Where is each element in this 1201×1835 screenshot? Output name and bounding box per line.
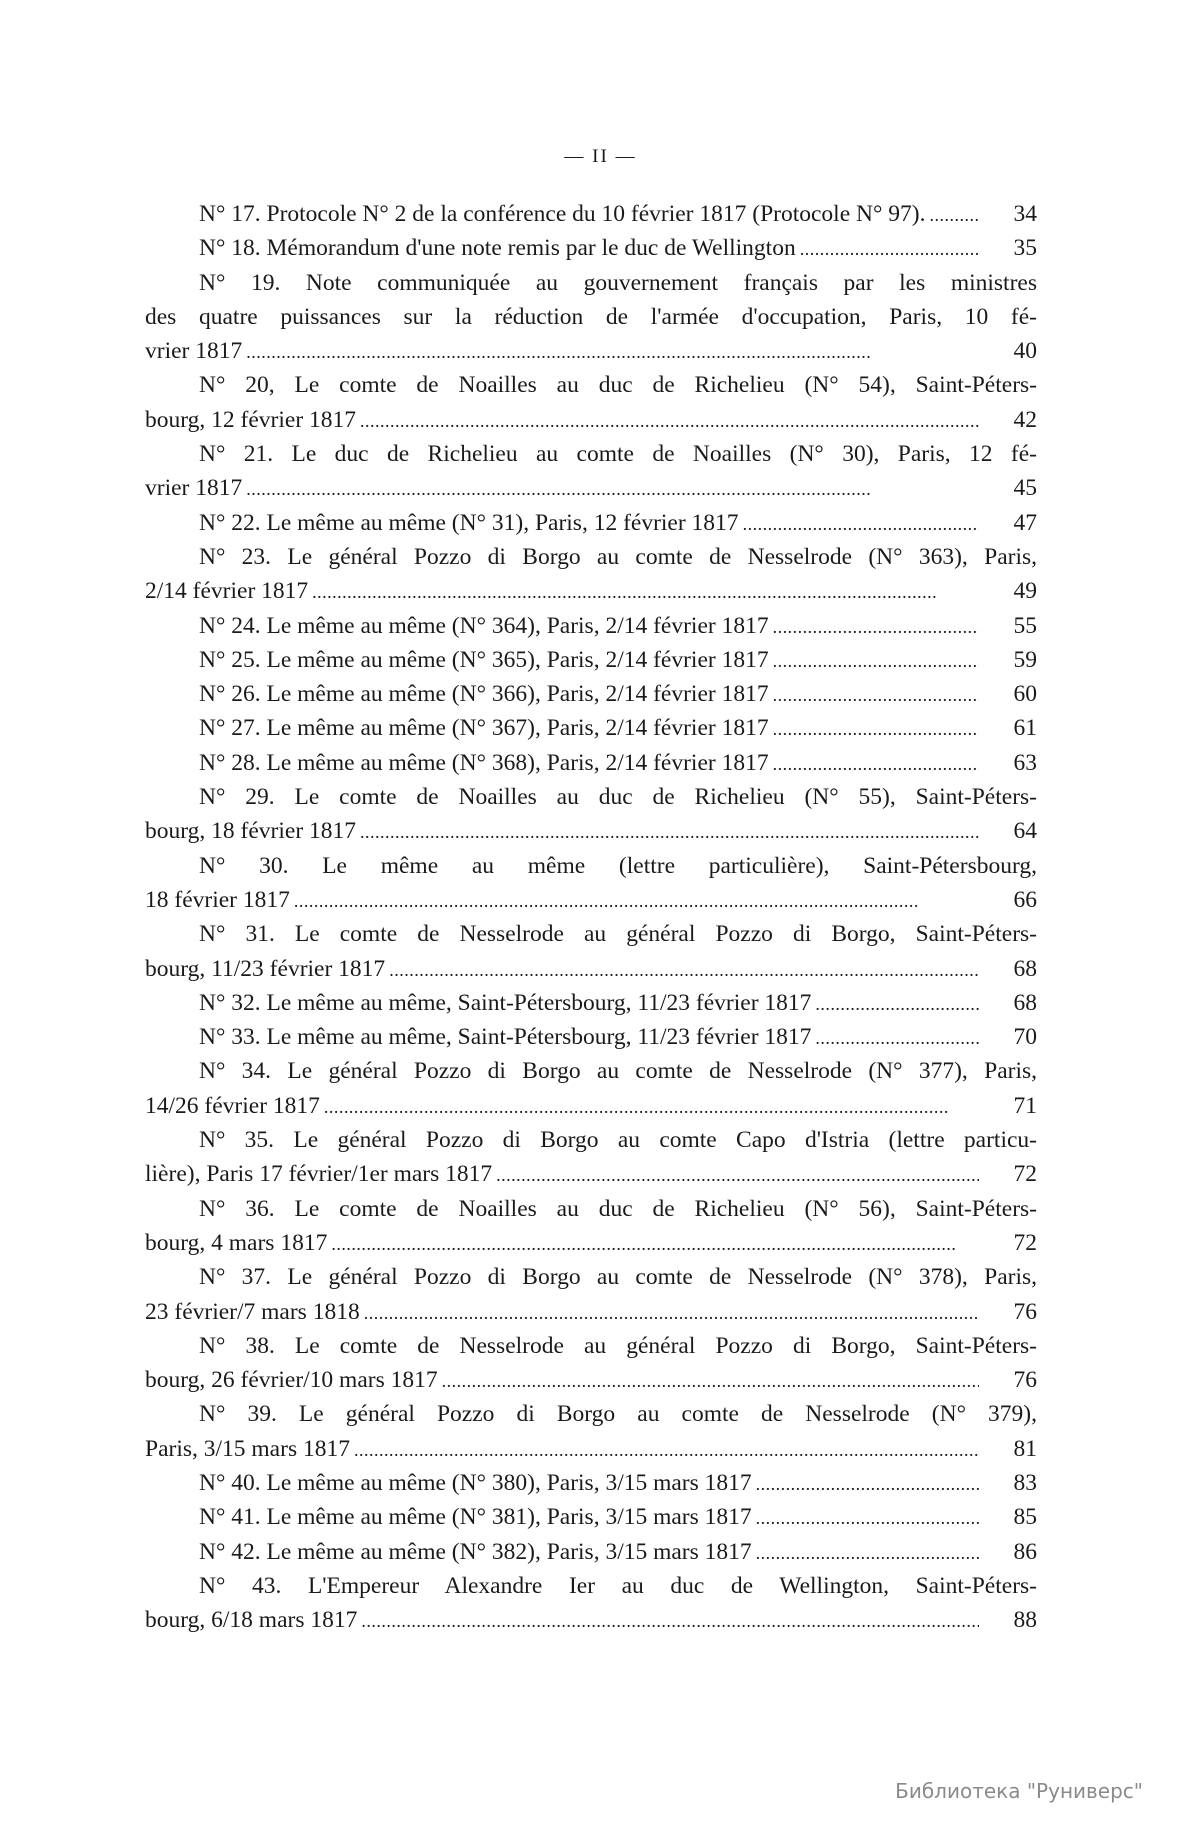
toc-entry-text: N° 34. Le général Pozzo di Borgo au comte de Nesselrode (N° 377), Paris, (199, 1058, 1037, 1085)
toc-page-number: 76 (1013, 1367, 1037, 1394)
toc-entry-text: N° 42. Le même au même (N° 382), Paris, 3/15 mars 1817 (199, 1538, 752, 1565)
dot-leader (294, 883, 979, 918)
toc-entry-text: 2/14 février 1817 (145, 578, 309, 605)
toc-entry (145, 1054, 1037, 1123)
toc-entry-text: N° 25. Le même au même (N° 365), Paris, 2/14 février 1817 (199, 646, 769, 673)
toc-page-number: 47 (1013, 509, 1037, 536)
toc-entry-text: 23 février/7 mars 1818 (145, 1298, 360, 1325)
dot-leader (756, 1500, 979, 1535)
toc-entry (145, 540, 1037, 609)
toc-entry-text: bourg, 12 février 1817 (145, 406, 357, 433)
toc-entry-text: N° 32. Le même au même, Saint-Pétersbourg, 11/23 février 1817 (199, 989, 812, 1016)
toc-entry-text: des quatre puissances sur la réduction de l'armée d'occupation, Paris, 10 fé- (145, 303, 1037, 330)
dot-leader (773, 609, 979, 644)
toc-entry-text: N° 29. Le comte de Noailles au duc de Richelieu (N° 55), Saint-Péters- (199, 784, 1037, 811)
toc-entry-text: N° 33. Le même au même, Saint-Pétersbourg, 11/23 février 1817 (199, 1024, 812, 1051)
toc-entry-text: 18 février 1817 (145, 886, 290, 913)
toc-entry-text: bourg, 18 février 1817 (145, 818, 357, 845)
toc-page-number: 68 (1013, 955, 1037, 982)
toc-page-number: 55 (1013, 612, 1037, 639)
dot-leader (360, 403, 979, 438)
toc-page-number: 85 (1013, 1504, 1037, 1531)
toc-entry-text: N° 18. Mémorandum d'une note remis par le duc de Wellington (199, 235, 796, 262)
dot-leader (773, 746, 979, 781)
toc-entry (145, 711, 1037, 745)
toc-page-number: 86 (1013, 1538, 1037, 1565)
dot-leader (354, 1432, 979, 1467)
toc-page-number: 71 (1013, 1092, 1037, 1119)
toc-page-number: 35 (1013, 235, 1037, 262)
toc-page-number: 83 (1013, 1469, 1037, 1496)
toc-page-number: 76 (1013, 1298, 1037, 1325)
toc-page-number: 66 (1013, 886, 1037, 913)
toc-entry-text: N° 24. Le même au même (N° 364), Paris, 2/14 février 1817 (199, 612, 769, 639)
toc-entry (145, 197, 1037, 231)
toc-entry (145, 677, 1037, 711)
toc-entry-text: vrier 1817 (145, 338, 243, 365)
toc-entry-text: N° 36. Le comte de Noailles au duc de Richelieu (N° 56), Saint-Péters- (199, 1195, 1037, 1222)
toc-entry (145, 368, 1037, 437)
toc-entry-text: lière), Paris 17 février/1er mars 1817 (145, 1161, 493, 1188)
toc-entry-text: bourg, 11/23 février 1817 (145, 955, 386, 982)
toc-entry (145, 1466, 1037, 1500)
toc-entry-text: bourg, 4 mars 1817 (145, 1229, 328, 1256)
dot-leader (815, 1020, 979, 1055)
toc-entry-text: vrier 1817 (145, 475, 243, 502)
dot-leader (756, 1535, 979, 1570)
toc-page-number: 63 (1013, 749, 1037, 776)
toc-entry (145, 917, 1037, 986)
dot-leader (246, 334, 979, 369)
toc-entry-text: N° 43. L'Empereur Alexandre Ier au duc de Wellington, Saint-Péters- (199, 1572, 1037, 1599)
toc-entry (145, 1329, 1037, 1398)
toc-entry-text: N° 23. Le général Pozzo di Borgo au comte de Nesselrode (N° 363), Paris, (199, 543, 1037, 570)
toc-entry (145, 437, 1037, 506)
toc-entry-text: bourg, 6/18 mars 1817 (145, 1607, 358, 1634)
toc-entry (145, 1192, 1037, 1261)
toc-entry-text: N° 19. Note communiquée au gouvernement français par les ministres (199, 269, 1037, 296)
toc-page-number: 70 (1013, 1024, 1037, 1051)
toc-entry (145, 231, 1037, 265)
toc-entry (145, 1569, 1037, 1638)
toc-entry (145, 1123, 1037, 1192)
toc-page-number: 72 (1013, 1229, 1037, 1256)
toc-page-number: 72 (1013, 1161, 1037, 1188)
toc-entry-text: Paris, 3/15 mars 1817 (145, 1435, 350, 1462)
toc-entry-text: N° 20, Le comte de Noailles au duc de Richelieu (N° 54), Saint-Péters- (199, 372, 1037, 399)
toc-entry (145, 1397, 1037, 1466)
dot-leader (773, 643, 979, 678)
toc-page-number: 68 (1013, 989, 1037, 1016)
dot-leader (929, 197, 979, 232)
dot-leader (312, 574, 979, 609)
dot-leader (246, 471, 979, 506)
toc-entry-text: N° 21. Le duc de Richelieu au comte de Noailles (N° 30), Paris, 12 fé- (199, 441, 1037, 468)
page-number: — II — (564, 146, 637, 167)
toc-page-number: 64 (1013, 818, 1037, 845)
toc-page-number: 60 (1013, 681, 1037, 708)
toc-entry-text: N° 39. Le général Pozzo di Borgo au comte de Nesselrode (N° 379), (199, 1401, 1037, 1428)
toc-entry-text: N° 31. Le comte de Nesselrode au général Pozzo di Borgo, Saint-Péters- (199, 921, 1037, 948)
toc-entry-text: N° 17. Protocole N° 2 de la conférence du 10 février 1817 (Protocole N° 97). (199, 201, 926, 227)
dot-leader (364, 1295, 979, 1330)
dot-leader (743, 506, 979, 541)
toc-page-number: 59 (1013, 646, 1037, 673)
toc-entry-text: N° 38. Le comte de Nesselrode au général Pozzo di Borgo, Saint-Péters- (199, 1332, 1037, 1359)
dot-leader (389, 952, 979, 987)
toc-entry-text: N° 28. Le même au même (N° 368), Paris, 2/14 février 1817 (199, 749, 769, 776)
toc-entry-text: N° 26. Le même au même (N° 366), Paris, 2/14 février 1817 (199, 681, 769, 708)
dot-leader (800, 231, 979, 266)
toc-entry (145, 609, 1037, 643)
library-watermark: Библиотека "Руниверс" (895, 1779, 1143, 1803)
dot-leader (324, 1089, 979, 1124)
toc-page-number: 34 (1013, 201, 1037, 227)
toc-entry-text: bourg, 26 février/10 mars 1817 (145, 1367, 438, 1394)
dot-leader (756, 1466, 979, 1501)
toc-entry-text: N° 30. Le même au même (lettre particulière), Saint-Pétersbourg, (199, 852, 1037, 879)
dot-leader (331, 1226, 979, 1261)
toc-entry-text: N° 22. Le même au même (N° 31), Paris, 12 février 1817 (199, 509, 739, 536)
table-of-contents (145, 197, 1037, 1637)
toc-entry (145, 1020, 1037, 1054)
toc-entry (145, 1260, 1037, 1329)
toc-entry (145, 506, 1037, 540)
toc-entry (145, 849, 1037, 918)
toc-page-number: 61 (1013, 715, 1037, 742)
toc-entry-text: N° 27. Le même au même (N° 367), Paris, 2/14 février 1817 (199, 715, 769, 742)
toc-page-number: 49 (1013, 578, 1037, 605)
toc-page-number: 45 (1013, 475, 1037, 502)
dot-leader (773, 711, 979, 746)
toc-entry (145, 1500, 1037, 1534)
toc-entry (145, 643, 1037, 677)
dot-leader (361, 1603, 979, 1638)
toc-entry (145, 746, 1037, 780)
toc-entry-text: N° 37. Le général Pozzo di Borgo au comte de Nesselrode (N° 378), Paris, (199, 1264, 1037, 1291)
dot-leader (496, 1157, 979, 1192)
toc-entry-text: N° 40. Le même au même (N° 380), Paris, 3/15 mars 1817 (199, 1469, 752, 1496)
toc-entry-text: 14/26 février 1817 (145, 1092, 320, 1119)
dot-leader (773, 677, 979, 712)
dot-leader (442, 1363, 979, 1398)
dot-leader (815, 986, 979, 1021)
toc-entry-text: N° 35. Le général Pozzo di Borgo au comte Capo d'Istria (lettre particu- (199, 1127, 1037, 1154)
toc-page-number: 81 (1013, 1435, 1037, 1462)
toc-entry (145, 780, 1037, 849)
toc-entry (145, 986, 1037, 1020)
dot-leader (360, 814, 979, 849)
toc-page-number: 88 (1013, 1607, 1037, 1634)
toc-entry (145, 266, 1037, 369)
toc-entry-text: N° 41. Le même au même (N° 381), Paris, 3/15 mars 1817 (199, 1504, 752, 1531)
toc-page-number: 42 (1013, 406, 1037, 433)
toc-page-number: 40 (1013, 338, 1037, 365)
toc-entry (145, 1535, 1037, 1569)
